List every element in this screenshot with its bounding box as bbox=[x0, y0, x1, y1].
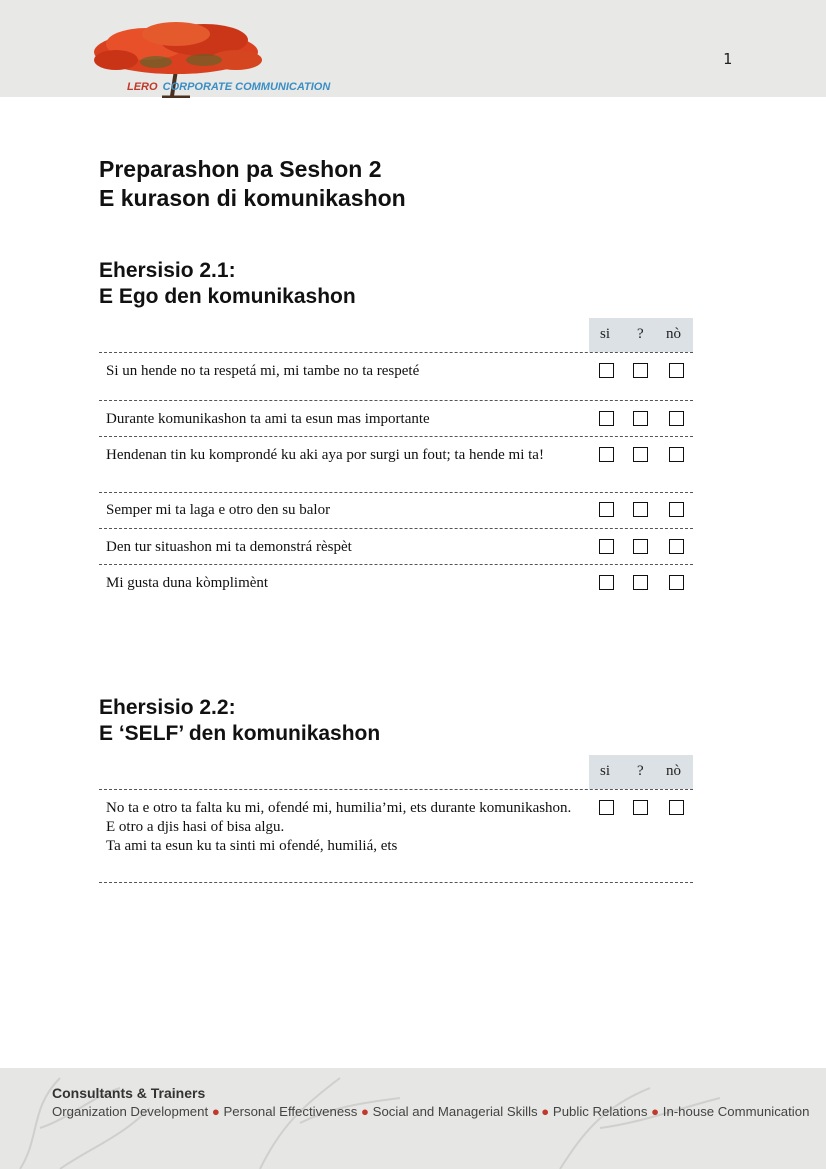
footer-service: Social and Managerial Skills bbox=[372, 1104, 538, 1119]
checkbox-si[interactable] bbox=[599, 447, 614, 462]
statement-text: Si un hende no ta respetá mi, mi tambe no ta respeté bbox=[106, 363, 420, 379]
checkbox-unsure[interactable] bbox=[633, 539, 648, 554]
checkbox-si[interactable] bbox=[599, 539, 614, 554]
checkbox-no[interactable] bbox=[669, 411, 684, 426]
row-divider bbox=[99, 492, 693, 493]
statement-text: Durante komunikashon ta ami ta esun mas importante bbox=[106, 411, 430, 427]
checkbox-unsure[interactable] bbox=[633, 575, 648, 590]
document-title-line1: Preparashon pa Seshon 2 bbox=[99, 156, 382, 182]
checkbox-si[interactable] bbox=[599, 502, 614, 517]
row-divider bbox=[99, 789, 693, 790]
checkbox-no[interactable] bbox=[669, 447, 684, 462]
answer-column-header bbox=[589, 755, 693, 789]
checkbox-unsure[interactable] bbox=[633, 363, 648, 378]
checkbox-no[interactable] bbox=[669, 502, 684, 517]
row-divider bbox=[99, 352, 693, 353]
statement-text: Mi gusta duna kòmplimènt bbox=[106, 575, 269, 591]
row-divider bbox=[99, 528, 693, 529]
logo-text-corporate-communication: CORPORATE COMMUNICATION bbox=[162, 81, 331, 93]
bullet-icon: ● bbox=[651, 1104, 660, 1119]
bullet-icon: ● bbox=[211, 1104, 220, 1119]
column-header-unsure: ? bbox=[637, 326, 644, 342]
checkbox-si[interactable] bbox=[599, 363, 614, 378]
exercise-number: Ehersisio 2.1: bbox=[99, 259, 236, 282]
document-title-line2: E kurason di komunikashon bbox=[99, 185, 406, 211]
exercise-table bbox=[99, 755, 693, 890]
footer-service: In-house Communication bbox=[662, 1104, 810, 1119]
row-divider bbox=[99, 882, 693, 883]
exercise-heading bbox=[99, 695, 380, 747]
exercise-heading bbox=[99, 258, 356, 310]
exercise-title: E ‘SELF’ den komunikashon bbox=[99, 722, 381, 745]
footer-service: Organization Development bbox=[52, 1104, 209, 1119]
checkbox-no[interactable] bbox=[669, 363, 684, 378]
statement-text: Hendenan tin ku komprondé ku aki aya por surgi un fout; ta hende mi ta! bbox=[106, 447, 544, 463]
checkbox-unsure[interactable] bbox=[633, 411, 648, 426]
exercise-number: Ehersisio 2.2: bbox=[99, 696, 236, 719]
row-divider bbox=[99, 564, 693, 565]
logo-wordmark bbox=[127, 81, 330, 93]
footer-title: Consultants & Trainers bbox=[52, 1085, 206, 1101]
statement-text: Den tur situashon mi ta demonstrá rèspèt bbox=[106, 539, 352, 555]
footer-service: Personal Effectiveness bbox=[223, 1104, 358, 1119]
column-header-unsure: ? bbox=[637, 763, 644, 779]
checkbox-si[interactable] bbox=[599, 575, 614, 590]
bullet-icon: ● bbox=[361, 1104, 369, 1119]
answer-column-header bbox=[589, 318, 693, 352]
document-title bbox=[99, 155, 406, 213]
checkbox-unsure[interactable] bbox=[633, 447, 648, 462]
page-number: 1 bbox=[723, 50, 733, 68]
column-header-si: si bbox=[600, 326, 611, 342]
row-divider bbox=[99, 400, 693, 401]
checkbox-unsure[interactable] bbox=[633, 800, 648, 815]
checkbox-no[interactable] bbox=[669, 575, 684, 590]
exercise-table bbox=[99, 318, 693, 598]
bullet-icon: ● bbox=[541, 1104, 550, 1119]
checkbox-si[interactable] bbox=[599, 800, 614, 815]
footer-service: Public Relations bbox=[552, 1104, 648, 1119]
logo-text-lero: LERO bbox=[127, 81, 158, 93]
column-header-si: si bbox=[600, 763, 611, 779]
statement-text: No ta e otro ta falta ku mi, ofendé mi, humilia’mi, ets durante komunikashon. E otro a djis hasi of bisa algu. Ta ami ta esun ku ta sinti mi ofendé, humiliá, ets bbox=[106, 800, 572, 854]
exercise-title: E Ego den komunikashon bbox=[99, 285, 356, 308]
footer-services bbox=[52, 1104, 809, 1119]
checkbox-si[interactable] bbox=[599, 411, 614, 426]
checkbox-unsure[interactable] bbox=[633, 502, 648, 517]
column-header-no: nò bbox=[666, 763, 681, 779]
row-divider bbox=[99, 436, 693, 437]
checkbox-no[interactable] bbox=[669, 800, 684, 815]
checkbox-no[interactable] bbox=[669, 539, 684, 554]
statement-text: Semper mi ta laga e otro den su balor bbox=[106, 502, 331, 518]
column-header-no: nò bbox=[666, 326, 681, 342]
page-footer bbox=[0, 1068, 826, 1169]
